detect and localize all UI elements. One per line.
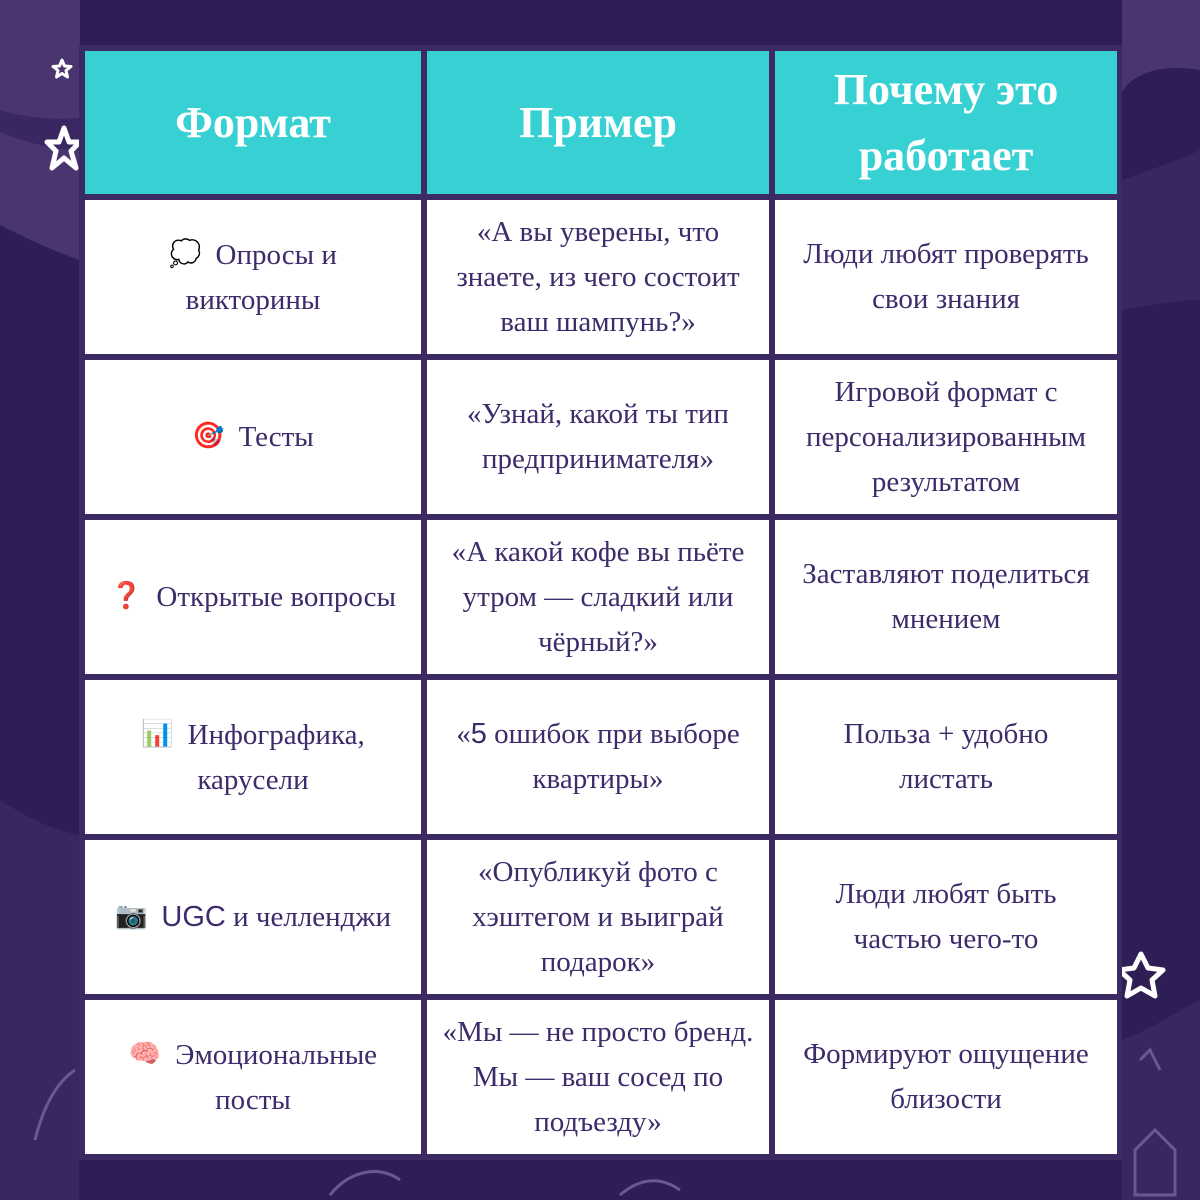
why-line: листать	[899, 763, 993, 795]
table-cell	[141, 712, 364, 803]
example-quote-open: «	[456, 718, 471, 750]
why-line: мнением	[891, 603, 1001, 635]
why-line: частью чего-то	[853, 923, 1039, 955]
table-cell	[472, 850, 723, 985]
example-line: «Опубликуй фото с	[478, 855, 718, 888]
table-cell	[115, 894, 391, 940]
camera-icon: 📷	[115, 901, 148, 931]
example-line: «А вы уверены, что	[476, 215, 720, 248]
example-line: предпринимателя»	[482, 443, 714, 475]
table-cell	[806, 370, 1086, 505]
row-4-why	[775, 680, 1117, 834]
table-cell	[802, 552, 1089, 642]
row-6-why	[775, 1000, 1117, 1154]
example-line: Мы — ваш сосед по	[472, 1060, 724, 1093]
format-line: Опросы и	[215, 238, 337, 271]
table-cell	[443, 1010, 754, 1145]
row-2-why	[775, 360, 1117, 514]
target-icon: 🎯	[192, 421, 225, 451]
why-line: Люди любят быть	[835, 878, 1057, 910]
format-line: Инфографика,	[187, 718, 365, 751]
header-format-label: Формат	[175, 97, 331, 147]
why-line: Заставляют поделиться	[802, 558, 1090, 590]
example-number: 5	[470, 718, 487, 750]
row-2-example	[427, 360, 769, 514]
table-cell	[129, 1032, 377, 1123]
row-5-why	[775, 840, 1117, 994]
row-3-format	[85, 520, 421, 674]
question-mark-icon: ❓	[110, 581, 143, 611]
table-cell	[836, 872, 1057, 962]
row-1-why	[775, 200, 1117, 354]
table-cell	[803, 232, 1088, 322]
example-line: знаете, из чего состоит	[456, 260, 740, 293]
format-line: посты	[215, 1083, 291, 1116]
format-line: Эмоциональные	[175, 1038, 378, 1071]
format-line: Тесты	[238, 421, 314, 453]
row-1-example	[427, 200, 769, 354]
header-why-line2: работает	[858, 130, 1034, 180]
table-cell	[803, 1032, 1089, 1122]
header-why-label	[834, 57, 1058, 189]
why-line: свои знания	[872, 283, 1020, 315]
example-line: хэштегом и выиграй	[472, 900, 724, 933]
table-cell	[192, 414, 314, 460]
why-line: персонализированным	[806, 420, 1086, 453]
header-example	[427, 51, 769, 194]
format-abbr: UGC	[161, 901, 226, 933]
format-line: викторины	[185, 283, 321, 316]
row-3-example	[427, 520, 769, 674]
example-line: квартиры»	[532, 763, 664, 795]
table-cell	[467, 392, 729, 482]
table-cell	[110, 574, 396, 620]
example-line: ваш шампунь?»	[500, 305, 696, 338]
why-line: Формируют ощущение	[803, 1038, 1089, 1070]
format-line: карусели	[197, 763, 309, 796]
example-line: ошибок при выборе	[486, 718, 740, 750]
example-line: «Мы — не просто бренд.	[442, 1015, 754, 1048]
table-cell	[844, 712, 1049, 802]
header-example-label: Пример	[518, 97, 678, 147]
speech-bubble-icon: 💭	[169, 238, 202, 269]
example-line: утром — сладкий или	[462, 580, 734, 613]
header-format	[85, 51, 421, 194]
table-cell	[452, 530, 745, 665]
why-line: Игровой формат с	[834, 375, 1058, 408]
why-line: близости	[890, 1083, 1002, 1115]
table-cell	[169, 232, 337, 323]
table-cell	[456, 210, 739, 345]
row-4-format	[85, 680, 421, 834]
why-line: Люди любят проверять	[803, 238, 1089, 270]
row-3-why	[775, 520, 1117, 674]
row-6-format	[85, 1000, 421, 1154]
why-line: результатом	[871, 465, 1021, 498]
format-line: Открытые вопросы	[156, 581, 396, 613]
example-line: подъезду»	[534, 1105, 662, 1138]
brain-icon: 🧠	[128, 1038, 162, 1069]
row-6-example	[427, 1000, 769, 1154]
content-formats-table	[79, 45, 1122, 1160]
example-line: «А какой кофе вы пьёте	[451, 535, 745, 568]
row-5-example	[427, 840, 769, 994]
row-1-format	[85, 200, 421, 354]
why-line: Польза + удобно	[843, 718, 1049, 750]
example-line: чёрный?»	[538, 625, 658, 658]
table-cell	[456, 712, 739, 802]
bar-chart-icon: 📊	[141, 718, 174, 749]
header-why-line1: Почему это	[833, 64, 1059, 114]
example-line: подарок»	[540, 945, 656, 978]
example-line: «Узнай, какой ты тип	[467, 398, 729, 430]
format-line: и челленджи	[225, 901, 391, 933]
row-2-format	[85, 360, 421, 514]
row-4-example	[427, 680, 769, 834]
row-5-format	[85, 840, 421, 994]
header-why	[775, 51, 1117, 194]
